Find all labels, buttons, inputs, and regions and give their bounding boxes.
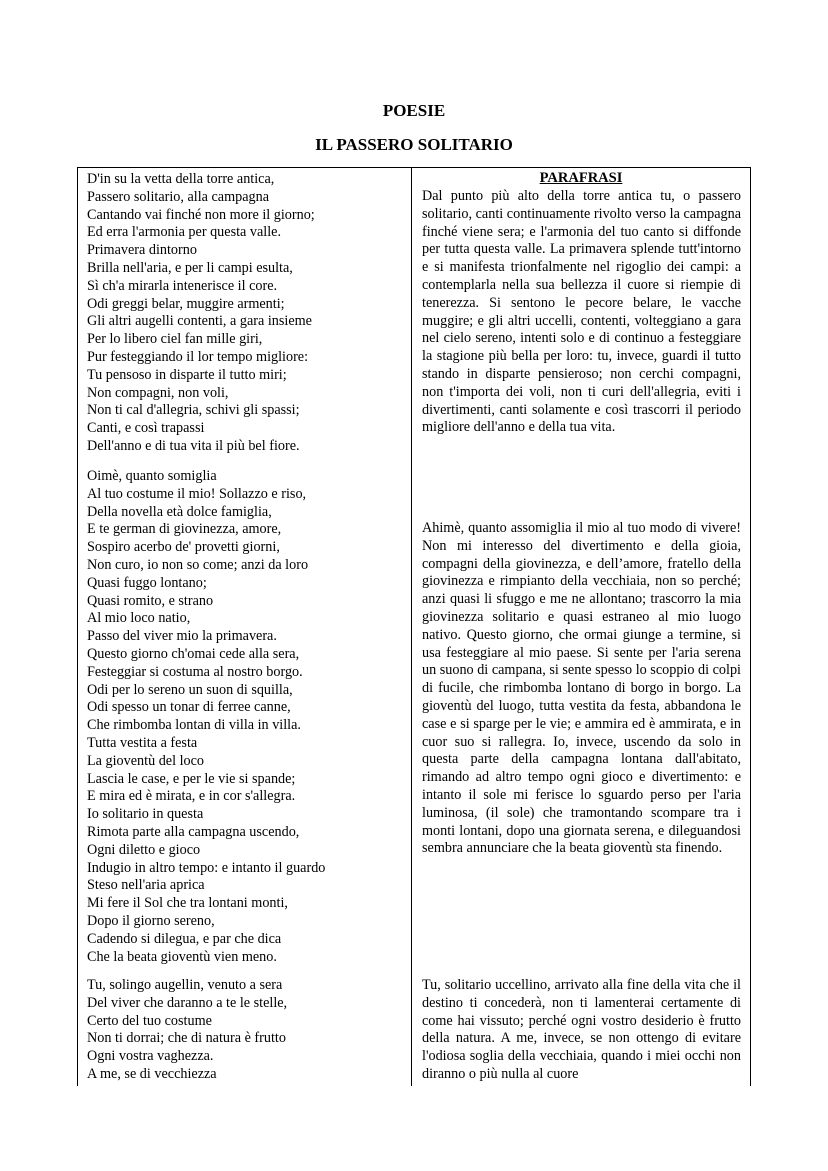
poem-line: Gli altri augelli contenti, a gara insieme (87, 313, 312, 330)
poem-line: Non compagni, non voli, (87, 384, 229, 401)
poem-line: Odi greggi belar, muggire armenti; (87, 295, 285, 312)
paraphrase-block-2: Ahimè, quanto assomiglia il mio al tuo modo di vivere! Non mi interesso del divertimento e della gioia, compagni della giovinezza, e dell’amore, fratello della giovinezza e rimpianto della vecchiaia, non so perché; anzi quasi li sfuggo e me ne allontano; trascorro la mia giovinezza solitario e quasi estraneo al mio luogo nativo. Questo giorno, che ormai giunge a termine, si usa festeggiare al mio paese. Si sente per l'aria serena un suono di campana, si sente spesso lo scoppio di colpi di fucile, che rimbomba lontano di borgo in borgo. La gioventù del luogo, tutta vestita da festa, abbandona le case e si sparge per le vie; e ammira ed è ammirata, e in cuor suo si rallegra. Io, invece, uscendo da solo in questa parte della campagna lontana dall'abitato, rimando ad altro tempo ogni gioco e divertimento: e intanto il sole mi ferisce lo sguardo perso per l'aria luminosa, (il sole) che tramontando scompare tra i monti lontani, dopo una giornata serena, e dileguandosi sembra annunciare che la beata gioventù sta finendo. (422, 520, 741, 857)
poem-line: Dopo il giorno sereno, (87, 912, 215, 929)
poem-line: Mi fere il Sol che tra lontani monti, (87, 895, 288, 912)
poem-line: Indugio in altro tempo: e intanto il guardo (87, 859, 326, 876)
poem-line: Pur festeggiando il lor tempo migliore: (87, 348, 309, 365)
poem-line: Sospiro acerbo de' provetti giorni, (87, 539, 280, 556)
poem-line: E mira ed è mirata, e in cor s'allegra. (87, 788, 296, 805)
poem-line: Passo del viver mio la primavera. (87, 628, 277, 645)
poem-line: Non curo, io non so come; anzi da loro (87, 556, 309, 573)
poem-line: Tu, solingo augellin, venuto a sera (87, 977, 283, 993)
poem-line: Lascia le case, e per le vie si spande; (87, 770, 296, 787)
poem-line: Al tuo costume il mio! Sollazzo e riso, (87, 485, 307, 502)
poem-line: Ogni diletto e gioco (87, 841, 201, 858)
poem-title: IL PASSERO SOLITARIO (315, 135, 513, 154)
poem-line: Quasi romito, e strano (87, 592, 214, 609)
poem-line: Io solitario in questa (87, 806, 204, 823)
poem-line: Tutta vestita a festa (87, 734, 198, 751)
poem-line: Non ti cal d'allegria, schivi gli spassi; (87, 402, 300, 419)
poem-line: Ed erra l'armonia per questa valle. (87, 224, 281, 241)
section-heading: POESIE (382, 101, 446, 120)
paraphrase-block-1: Dal punto più alto della torre antica tu, o passero solitario, canti continuamente rivolto verso la campagna finché viene sera; e l'armonia del tuo canto si diffonde per tutta questa valle. La primavera splende tutt'intorno e si manifesta trionfalmente nel rigoglio dei campi: a contemplarla nella sua bellezza il cuore si riempie di tenerezza. Si sentono le pecore belare, le vacche muggire; e gli altri uccelli, contenti, volteggiano a gara nel cielo sereno, intenti solo e di continuo a festeggiare la stagione più bella per loro: tu, invece, guardi il tutto stando in disparte pensieroso; non cerchi compagni, non t'importa dei voli, non ti curi dell'allegria, eviti i divertimenti, canti solamente e così trascorri il periodo migliore dell'anno e della tua vita. (422, 188, 741, 436)
poem-line: Ogni vostra vaghezza. (87, 1048, 214, 1065)
poem-line: Tu pensoso in disparte il tutto miri; (87, 366, 287, 383)
poem-line: A me, se di vecchiezza (87, 1065, 217, 1082)
poem-line: Oimè, quanto somiglia (87, 468, 217, 484)
poem-stanza-1 (87, 171, 407, 456)
poem-line: Per lo libero ciel fan mille giri, (87, 331, 263, 348)
poem-line: Al mio loco natio, (87, 610, 191, 627)
column-divider (411, 168, 412, 1086)
paraphrase-block-3: Tu, solitario uccellino, arrivato alla fine della vita che il destino ti concederà, non ti lamenterai certamente di come hai vissuto; perché ogni vostro desiderio è frutto della natura. A me, invece, se non ottengo di evitare l'odiosa soglia della vecchiaia, quando i miei occhi non diranno o più nulla al cuore (422, 977, 741, 1082)
poem-line: E te german di giovinezza, amore, (87, 521, 282, 538)
poem-line: Odi spesso un tonar di ferree canne, (87, 699, 291, 716)
poem-line: Cadendo si dilegua, e par che dica (87, 930, 282, 947)
poem-line: Che rimbomba lontan di villa in villa. (87, 717, 301, 734)
poem-line: Del viver che daranno a te le stelle, (87, 994, 288, 1011)
poem-line: Non ti dorrai; che di natura è frutto (87, 1030, 286, 1047)
poem-line: Dell'anno e di tua vita il più bel fiore. (87, 437, 300, 454)
poem-line: Cantando vai finché non more il giorno; (87, 206, 315, 223)
poem-line: Questo giorno ch'omai cede alla sera, (87, 645, 300, 662)
poem-line: Primavera dintorno (87, 242, 197, 259)
poem-line: Certo del tuo costume (87, 1012, 212, 1029)
poem-line: La gioventù del loco (87, 752, 205, 769)
poem-line: Odi per lo sereno un suon di squilla, (87, 681, 293, 698)
poem-line: D'in su la vetta della torre antica, (87, 171, 275, 187)
poem-line: Festeggiar si costuma al nostro borgo. (87, 663, 303, 680)
poem-stanza-3 (87, 977, 407, 1084)
paraphrase-heading: PARAFRASI (539, 170, 623, 186)
poem-line: Steso nell'aria aprica (87, 877, 205, 894)
poem-stanza-2 (87, 468, 407, 966)
poem-line: Rimota parte alla campagna uscendo, (87, 823, 300, 840)
poem-line: Brilla nell'aria, e per li campi esulta, (87, 259, 293, 276)
poem-line: Sì ch'a mirarla intenerisce il core. (87, 277, 278, 294)
poem-line: Quasi fuggo lontano; (87, 574, 207, 591)
poem-line: Canti, e così trapassi (87, 420, 205, 437)
poem-line: Che la beata gioventù vien meno. (87, 948, 277, 965)
poem-paraphrase-table (77, 167, 751, 1086)
poem-line: Passero solitario, alla campagna (87, 188, 270, 205)
poem-line: Della novella età dolce famiglia, (87, 503, 272, 520)
